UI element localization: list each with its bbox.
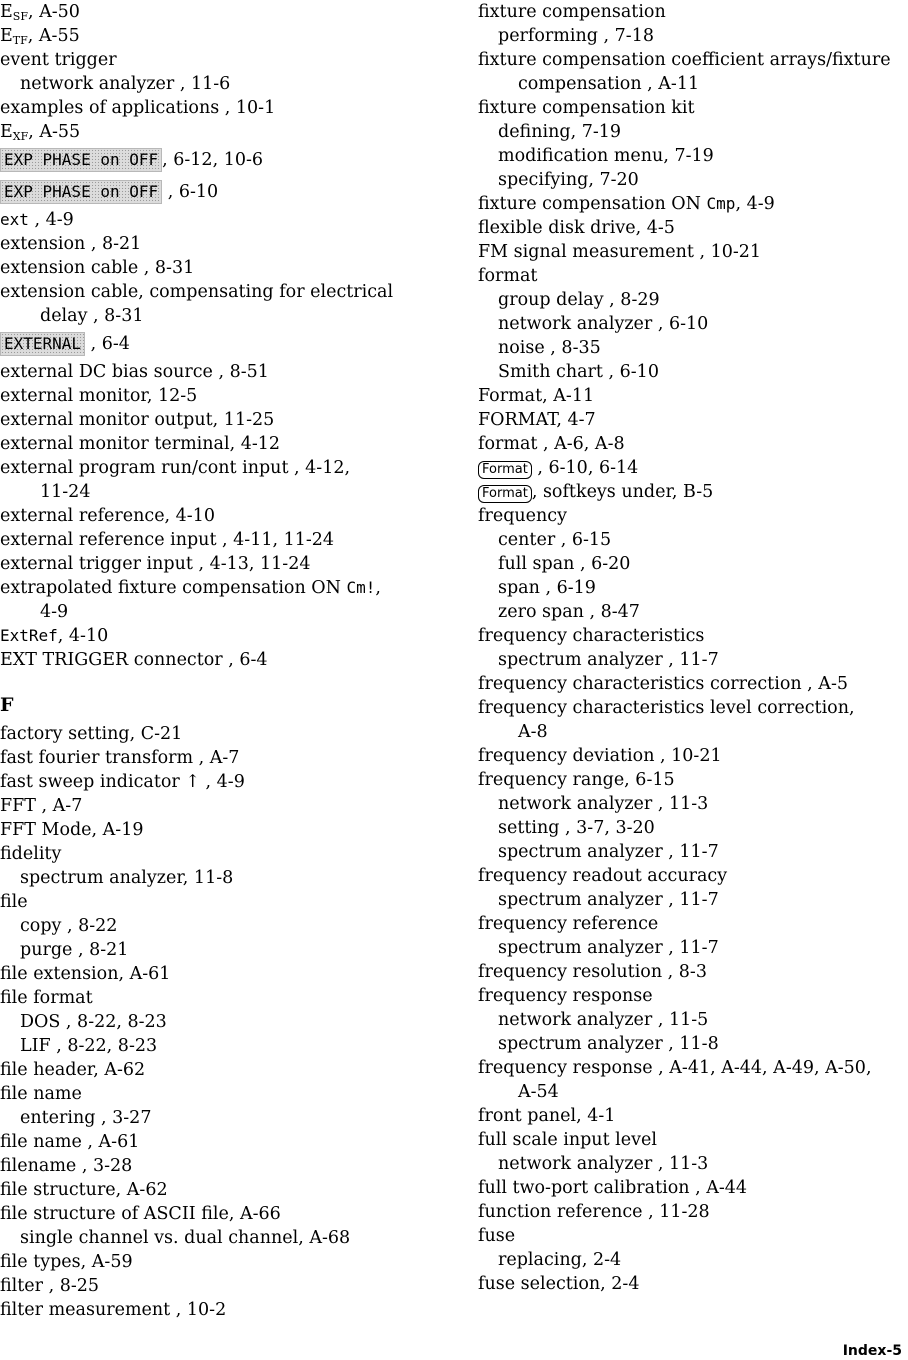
index-entry [478, 960, 908, 984]
index-entry [0, 1178, 440, 1202]
entry-text: event trigger [0, 50, 117, 70]
entry-text: , softkeys under, B-5 [531, 482, 714, 502]
index-entry [0, 96, 440, 120]
index-subentry [0, 914, 440, 938]
entry-text: fixture compensation [478, 2, 666, 22]
page-number-label: Index-5 [842, 1343, 902, 1359]
index-entry [478, 216, 908, 240]
entry-text: span , 6-19 [498, 578, 596, 598]
index-subentry [478, 288, 908, 312]
index-subentry [478, 552, 908, 576]
index-entry [478, 432, 908, 456]
entry-text: frequency response [478, 986, 653, 1006]
entry-text: fast sweep indicator ↑ , 4-9 [0, 772, 245, 792]
entry-text: fixture compensation kit [478, 98, 695, 118]
index-subentry [478, 1248, 908, 1272]
entry-text: DOS , 8-22, 8-23 [20, 1012, 167, 1032]
index-entry [478, 384, 908, 408]
entry-text: purge , 8-21 [20, 940, 129, 960]
index-subentry [478, 648, 908, 672]
entry-text: format , A-6, A-8 [478, 434, 625, 454]
index-entry [0, 280, 440, 304]
entry-text-tail: , 4-9 [735, 194, 775, 214]
index-subentry [478, 1032, 908, 1056]
entry-text: spectrum analyzer , 11-7 [498, 842, 719, 862]
index-entry [478, 1176, 908, 1200]
index-subentry [0, 1226, 440, 1250]
entry-text: A-8 [518, 722, 548, 742]
index-entry [478, 1128, 908, 1152]
entry-text: fuse [478, 1226, 516, 1246]
entry-text: external monitor terminal, 4-12 [0, 434, 281, 454]
entry-text: noise , 8-35 [498, 338, 601, 358]
entry-text: fidelity [0, 844, 62, 864]
index-entry-continuation [478, 72, 908, 96]
entry-text: network analyzer , 11-6 [20, 74, 231, 94]
index-subentry [478, 1008, 908, 1032]
index-entry [0, 208, 440, 232]
index-subentry [478, 168, 908, 192]
symbol-base: E [0, 2, 13, 22]
index-entry [0, 384, 440, 408]
index-entry [0, 48, 440, 72]
entry-text: , A-55 [28, 122, 81, 142]
entry-text: frequency characteristics correction , A-5 [478, 674, 848, 694]
entry-text: filename , 3-28 [0, 1156, 133, 1176]
index-entry [0, 962, 440, 986]
entry-text: fuse selection, 2-4 [478, 1274, 640, 1294]
entry-text: modification menu, 7-19 [498, 146, 714, 166]
entry-text: fixture compensation coefficient arrays/fixture [478, 50, 891, 70]
index-entry [478, 768, 908, 792]
entry-text: file structure of ASCII file, A-66 [0, 1204, 281, 1224]
index-entry [478, 96, 908, 120]
entry-text: factory setting, C-21 [0, 724, 183, 744]
index-entry [478, 624, 908, 648]
entry-text: extension , 8-21 [0, 234, 142, 254]
index-entry [0, 1058, 440, 1082]
entry-text: compensation , A-11 [518, 74, 700, 94]
entry-text: front panel, 4-1 [478, 1106, 616, 1126]
entry-text-tail: , [375, 578, 381, 598]
index-entry [0, 1298, 440, 1322]
entry-text: frequency characteristics level correction, [478, 698, 855, 718]
entry-text: spectrum analyzer , 11-7 [498, 890, 719, 910]
index-entry [478, 240, 908, 264]
index-entry [0, 1250, 440, 1274]
entry-text: FFT Mode, A-19 [0, 820, 144, 840]
entry-text: frequency resolution , 8-3 [478, 962, 707, 982]
entry-text: file extension, A-61 [0, 964, 171, 984]
entry-text: file structure, A-62 [0, 1180, 168, 1200]
index-entry [0, 232, 440, 256]
entry-text: network analyzer , 11-3 [498, 794, 709, 814]
annotation-code: Cmp [706, 194, 736, 213]
index-entry [478, 1200, 908, 1224]
entry-text: group delay , 8-29 [498, 290, 660, 310]
index-section-heading: F [0, 694, 14, 716]
index-entry [478, 1272, 908, 1296]
softkey-label: EXP PHASE on OFF [0, 148, 162, 172]
index-entry [0, 818, 440, 842]
entry-text: external monitor output, 11-25 [0, 410, 275, 430]
index-entry [0, 256, 440, 280]
index-entry [0, 144, 440, 176]
index-entry [0, 986, 440, 1010]
index-entry [0, 648, 440, 672]
index-entry [478, 912, 908, 936]
index-subentry [0, 1106, 440, 1130]
entry-text: file name [0, 1084, 82, 1104]
index-entry [0, 504, 440, 528]
entry-text: , A-50 [27, 2, 80, 22]
entry-text: network analyzer , 6-10 [498, 314, 709, 334]
softkey-label: EXP PHASE on OFF [0, 180, 162, 204]
symbol-base: E [0, 122, 13, 142]
entry-text: FM signal measurement , 10-21 [478, 242, 762, 262]
entry-text: frequency reference [478, 914, 659, 934]
entry-text: frequency deviation , 10-21 [478, 746, 722, 766]
entry-text: spectrum analyzer, 11-8 [20, 868, 234, 888]
symbol-subscript: XF [12, 130, 29, 143]
entry-text: copy , 8-22 [20, 916, 118, 936]
index-subentry [478, 24, 908, 48]
annotation-code: Cm! [346, 578, 376, 597]
entry-text: spectrum analyzer , 11-8 [498, 1034, 719, 1054]
index-subentry [478, 336, 908, 360]
entry-text: , 6-10, 6-14 [531, 458, 639, 478]
entry-text: LIF , 8-22, 8-23 [20, 1036, 158, 1056]
index-entry [0, 528, 440, 552]
softkey-label: EXTERNAL [0, 332, 85, 356]
entry-text: external monitor, 12-5 [0, 386, 198, 406]
index-entry [478, 0, 908, 24]
index-entry [0, 456, 440, 480]
index-entry [0, 842, 440, 866]
entry-text: Smith chart , 6-10 [498, 362, 659, 382]
index-subentry [478, 792, 908, 816]
entry-text: entering , 3-27 [20, 1108, 152, 1128]
index-entry-continuation [0, 304, 440, 328]
entry-text: full span , 6-20 [498, 554, 631, 574]
index-entry [0, 576, 440, 600]
index-subentry [0, 1010, 440, 1034]
entry-text: flexible disk drive, 4-5 [478, 218, 675, 238]
index-entry [478, 264, 908, 288]
entry-text: EXT TRIGGER connector , 6-4 [0, 650, 268, 670]
front-panel-key-label: Format [478, 485, 532, 503]
entry-text: extension cable , 8-31 [0, 258, 195, 278]
index-subentry [478, 360, 908, 384]
entry-text: setting , 3-7, 3-20 [498, 818, 655, 838]
index-subentry [478, 840, 908, 864]
index-subentry [478, 144, 908, 168]
entry-text: delay , 8-31 [40, 306, 144, 326]
entry-text: external trigger input , 4-13, 11-24 [0, 554, 311, 574]
entry-text: , 4-9 [28, 210, 74, 230]
index-entry-continuation [478, 1080, 908, 1104]
entry-text: extension cable, compensating for electrical [0, 282, 394, 302]
entry-text: single channel vs. dual channel, A-68 [20, 1228, 351, 1248]
index-entry [0, 746, 440, 770]
entry-text: 11-24 [40, 482, 91, 502]
entry-text: defining, 7-19 [498, 122, 622, 142]
entry-text: external DC bias source , 8-51 [0, 362, 269, 382]
entry-text: , 6-4 [85, 334, 130, 354]
index-entry [0, 1202, 440, 1226]
entry-text: Format, A-11 [478, 386, 595, 406]
index-entry [478, 864, 908, 888]
index-subentry [0, 1034, 440, 1058]
index-entry [478, 192, 908, 216]
entry-text: extrapolated fixture compensation ON [0, 578, 347, 598]
entry-text: performing , 7-18 [498, 26, 654, 46]
index-entry [478, 408, 908, 432]
index-column-right [478, 0, 908, 1296]
entry-text: full two-port calibration , A-44 [478, 1178, 748, 1198]
index-entry [478, 1224, 908, 1248]
symbol-subscript: TF [12, 34, 28, 47]
entry-text: filter measurement , 10-2 [0, 1300, 227, 1320]
entry-text: examples of applications , 10-1 [0, 98, 276, 118]
entry-text: full scale input level [478, 1130, 657, 1150]
annotation-code: ExtRef [0, 626, 58, 645]
index-subentry [478, 936, 908, 960]
entry-text: filter , 8-25 [0, 1276, 100, 1296]
index-subentry [478, 816, 908, 840]
entry-text: FFT , A-7 [0, 796, 83, 816]
entry-text: , 6-10 [162, 182, 219, 202]
index-entry [478, 696, 908, 720]
index-entry-continuation [0, 480, 440, 504]
entry-text: frequency range, 6-15 [478, 770, 675, 790]
index-entry [0, 24, 440, 48]
index-entry [478, 1056, 908, 1080]
index-subentry [478, 600, 908, 624]
index-subentry [478, 1152, 908, 1176]
index-entry [478, 504, 908, 528]
index-entry [478, 672, 908, 696]
index-subentry [478, 888, 908, 912]
entry-text: spectrum analyzer , 11-7 [498, 650, 719, 670]
index-entry [0, 120, 440, 144]
entry-text: FORMAT, 4-7 [478, 410, 596, 430]
index-entry [478, 744, 908, 768]
index-entry [0, 552, 440, 576]
entry-text: format [478, 266, 538, 286]
entry-text: function reference , 11-28 [478, 1202, 710, 1222]
entry-text: file types, A-59 [0, 1252, 133, 1272]
index-subentry [478, 312, 908, 336]
entry-text: A-54 [518, 1082, 559, 1102]
index-entry [0, 1274, 440, 1298]
index-subentry [0, 866, 440, 890]
index-entry [0, 794, 440, 818]
entry-text: file [0, 892, 28, 912]
annotation-code: ext [0, 210, 29, 229]
entry-text: replacing, 2-4 [498, 1250, 622, 1270]
symbol-base: E [0, 26, 13, 46]
entry-text: frequency response , A-41, A-44, A-49, A-50, [478, 1058, 872, 1078]
entry-text: file name , A-61 [0, 1132, 140, 1152]
index-entry [0, 328, 440, 360]
entry-text: frequency readout accuracy [478, 866, 728, 886]
entry-text: spectrum analyzer , 11-7 [498, 938, 719, 958]
entry-text: center , 6-15 [498, 530, 612, 550]
index-entry [478, 456, 908, 480]
entry-text: network analyzer , 11-3 [498, 1154, 709, 1174]
index-entry [0, 360, 440, 384]
symbol-subscript: SF [12, 10, 28, 23]
index-column-left [0, 0, 440, 1322]
index-entry [478, 984, 908, 1008]
entry-text: frequency [478, 506, 567, 526]
index-entry [478, 48, 908, 72]
index-subentry [0, 938, 440, 962]
index-subentry [478, 576, 908, 600]
entry-text: zero span , 8-47 [498, 602, 640, 622]
entry-text: external reference input , 4-11, 11-24 [0, 530, 335, 550]
entry-text: fast fourier transform , A-7 [0, 748, 240, 768]
index-entry [0, 176, 440, 208]
index-entry [0, 408, 440, 432]
front-panel-key-label: Format [478, 461, 532, 479]
entry-text: external reference, 4-10 [0, 506, 215, 526]
index-entry [478, 480, 908, 504]
index-subentry [478, 120, 908, 144]
entry-text: file format [0, 988, 93, 1008]
index-entry-continuation [0, 600, 440, 624]
entry-text: network analyzer , 11-5 [498, 1010, 709, 1030]
entry-text: fixture compensation ON [478, 194, 707, 214]
index-entry [0, 1082, 440, 1106]
entry-text: external program run/cont input , 4-12, [0, 458, 351, 478]
entry-text: 4-9 [40, 602, 69, 622]
entry-text: , 6-12, 10-6 [162, 150, 264, 170]
entry-text: file header, A-62 [0, 1060, 146, 1080]
index-entry [0, 890, 440, 914]
index-entry [0, 0, 440, 24]
entry-text: , 4-10 [57, 626, 109, 646]
index-subentry [0, 72, 440, 96]
index-entry-continuation [478, 720, 908, 744]
entry-text: specifying, 7-20 [498, 170, 639, 190]
entry-text: frequency characteristics [478, 626, 705, 646]
index-entry [0, 624, 440, 648]
index-entry [478, 1104, 908, 1128]
index-entry [0, 432, 440, 456]
entry-text: , A-55 [27, 26, 80, 46]
index-entry [0, 770, 440, 794]
index-entry [0, 1154, 440, 1178]
index-subentry [478, 528, 908, 552]
index-entry [0, 722, 440, 746]
index-entry [0, 1130, 440, 1154]
